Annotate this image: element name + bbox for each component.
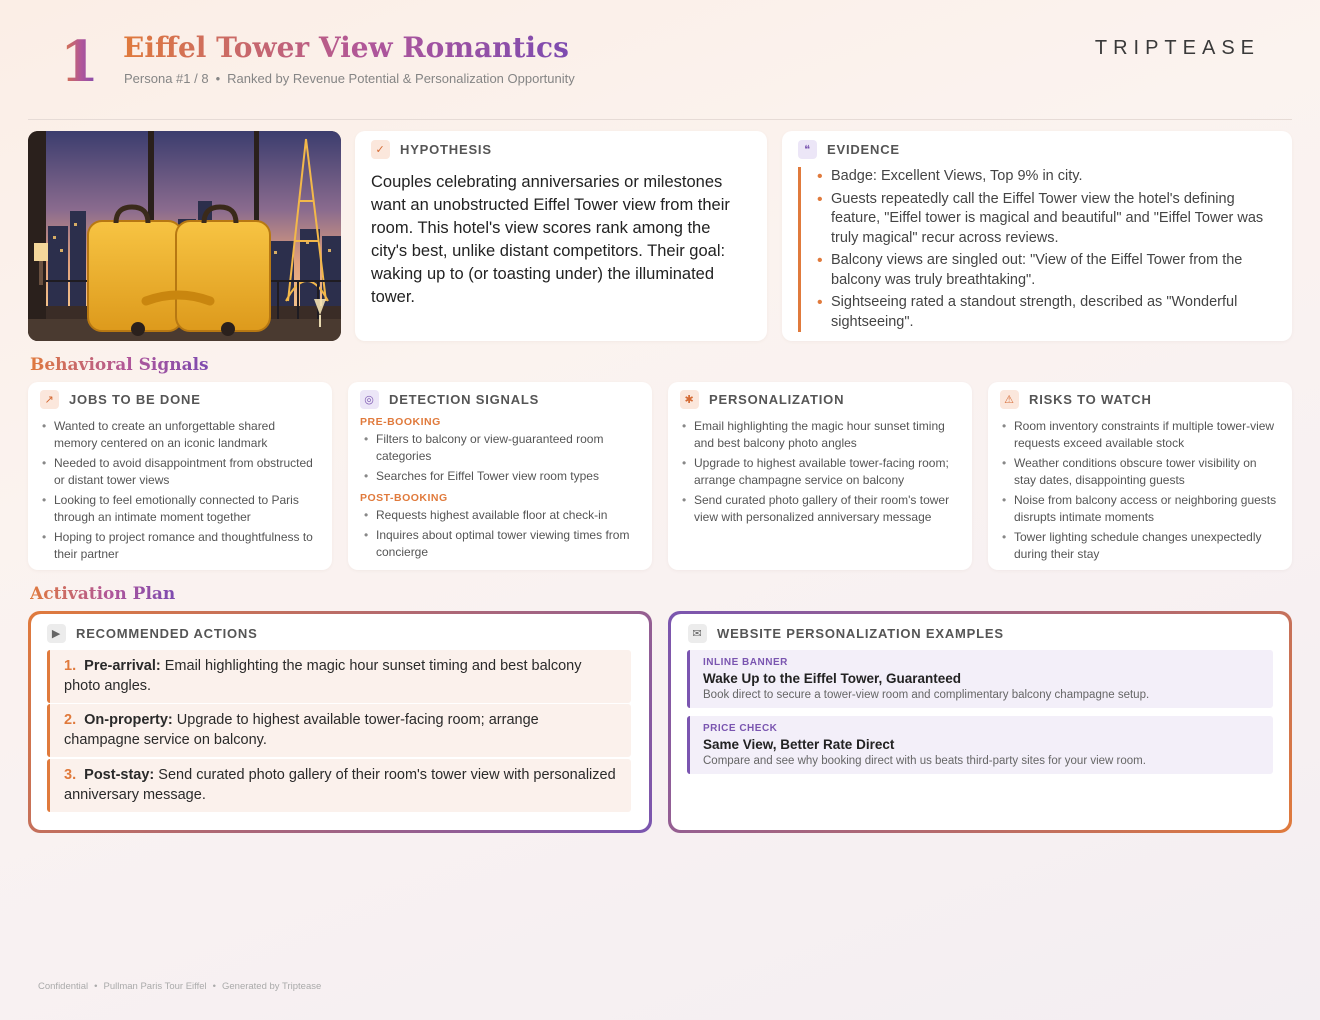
target-icon: ◎ — [360, 390, 379, 409]
detection-title: DETECTION SIGNALS — [389, 392, 540, 407]
inline-banner-example — [687, 650, 1273, 708]
post-booking-item: • Inquires about optimal tower viewing times from concierge — [362, 527, 640, 561]
pre-booking-label: PRE-BOOKING — [360, 416, 441, 428]
page-subtitle: Persona #1 / 8 • Ranked by Revenue Potential & Personalization Opportunity — [124, 71, 575, 86]
personalization-title: PERSONALIZATION — [709, 392, 845, 407]
hypothesis-text: Couples celebrating anniversaries or milestones want an unobstructed Eiffel Tower view from their room. This hotel's view scores rank among the city's best, unlike distant competitors. Their goal: waking up to (or toasting under) the illuminated tower. — [371, 173, 730, 306]
page-title: Eiffel Tower View Romantics — [123, 31, 569, 64]
arrow-up-right-icon: ↗ — [40, 390, 59, 409]
example-label: PRICE CHECK — [703, 723, 778, 734]
play-icon: ▶ — [47, 624, 66, 643]
footer: Confidential • Pullman Paris Tour Eiffel • Generated by Triptease — [38, 981, 322, 992]
recommended-actions-title: RECOMMENDED ACTIONS — [76, 626, 258, 641]
personalization-card — [668, 382, 972, 570]
post-booking-label: POST-BOOKING — [360, 492, 448, 504]
jobs-item: • Hoping to project romance and thoughtfulness to their partner — [40, 529, 320, 563]
footer-hotel: Pullman Paris Tour Eiffel — [103, 981, 207, 992]
mail-icon: ✉ — [688, 624, 707, 643]
risks-card — [988, 382, 1292, 570]
risk-item: • Weather conditions obscure tower visibility on stay dates, disappointing guests — [1000, 455, 1280, 489]
evidence-item: • Guests repeatedly call the Eiffel Tower view the hotel's defining feature, "Eiffel tower is magical and beautiful" and "Eiffel Tower was truly magical" recur across reviews. — [817, 190, 1276, 249]
example-description: Book direct to secure a tower-view room and complimentary balcony champagne setup. — [703, 689, 1150, 701]
action-on-property: 2. On-property: Upgrade to highest available tower-facing room; arrange champagne service on balcony. — [47, 704, 631, 757]
header-divider — [28, 119, 1292, 120]
persona-count: Persona #1 / 8 — [124, 71, 209, 86]
footer-generated: Generated by Triptease — [221, 981, 322, 992]
post-booking-item: • Requests highest available floor at check-in — [362, 507, 640, 524]
risk-item: • Room inventory constraints if multiple tower-view requests exceed available stock — [1000, 418, 1280, 452]
persona-rank: 1 — [60, 29, 99, 95]
personalization-item: • Send curated photo gallery of their room's tower view with personalized anniversary message — [680, 492, 960, 526]
evidence-item: • Sightseeing rated a standout strength, described as "Wonderful sightseeing". — [817, 293, 1276, 332]
action-post-stay: 3. Post-stay: Send curated photo gallery of their room's tower view with personalized anniversary message. — [47, 759, 631, 812]
pre-booking-item: • Filters to balcony or view-guaranteed room categories — [362, 431, 640, 465]
personalization-item: • Upgrade to highest available tower-facing room; arrange champagne service on balcony — [680, 455, 960, 489]
pre-booking-item: • Searches for Eiffel Tower view room types — [362, 468, 640, 485]
detection-card — [348, 382, 652, 570]
behavioral-signals-heading: Behavioral Signals — [30, 355, 209, 375]
evidence-item: • Badge: Excellent Views, Top 9% in city. — [817, 167, 1276, 187]
evidence-card — [782, 131, 1292, 341]
footer-confidential: Confidential — [38, 981, 89, 992]
jobs-item: • Needed to avoid disappointment from obstructed or distant tower views — [40, 455, 320, 489]
quote-icon: ❝ — [798, 140, 817, 159]
example-description: Compare and see why booking direct with us beats third-party sites for your view room. — [703, 755, 1146, 767]
example-label: INLINE BANNER — [703, 657, 788, 668]
hypothesis-title: HYPOTHESIS — [400, 142, 492, 157]
ranking-note: Ranked by Revenue Potential & Personalization Opportunity — [227, 71, 575, 86]
website-examples-title: WEBSITE PERSONALIZATION EXAMPLES — [717, 626, 1004, 641]
brand-logo: TRIPTEASE — [1094, 37, 1260, 59]
warning-icon: ⚠ — [1000, 390, 1019, 409]
personalization-item: • Email highlighting the magic hour sunset timing and best balcony photo angles — [680, 418, 960, 452]
sparkle-icon: ✱ — [680, 390, 699, 409]
jobs-title: JOBS TO BE DONE — [69, 392, 201, 407]
hypothesis-card — [355, 131, 767, 341]
evidence-title: EVIDENCE — [827, 142, 900, 157]
jobs-item: • Wanted to create an unforgettable shared memory centered on an iconic landmark — [40, 418, 320, 452]
risk-item: • Noise from balcony access or neighboring guests disrupts intimate moments — [1000, 492, 1280, 526]
hero-illustration — [28, 131, 341, 341]
recommended-actions-panel — [28, 611, 652, 833]
jobs-item: • Looking to feel emotionally connected to Paris through an intimate moment together — [40, 492, 320, 526]
example-title: Same View, Better Rate Direct — [703, 737, 895, 752]
example-title: Wake Up to the Eiffel Tower, Guaranteed — [703, 671, 962, 686]
website-personalization-panel — [668, 611, 1292, 833]
evidence-item: • Balcony views are singled out: "View of the Eiffel Tower from the balcony was truly breathtaking". — [817, 251, 1276, 290]
risks-title: RISKS TO WATCH — [1029, 392, 1152, 407]
risk-item: • Tower lighting schedule changes unexpectedly during their stay — [1000, 529, 1280, 563]
activation-plan-heading: Activation Plan — [30, 584, 176, 604]
price-check-example — [687, 716, 1273, 774]
action-pre-arrival: 1. Pre-arrival: Email highlighting the magic hour sunset timing and best balcony photo angles. — [47, 650, 631, 703]
jobs-card — [28, 382, 332, 570]
evidence-list — [798, 167, 1276, 332]
check-icon: ✓ — [371, 140, 390, 159]
